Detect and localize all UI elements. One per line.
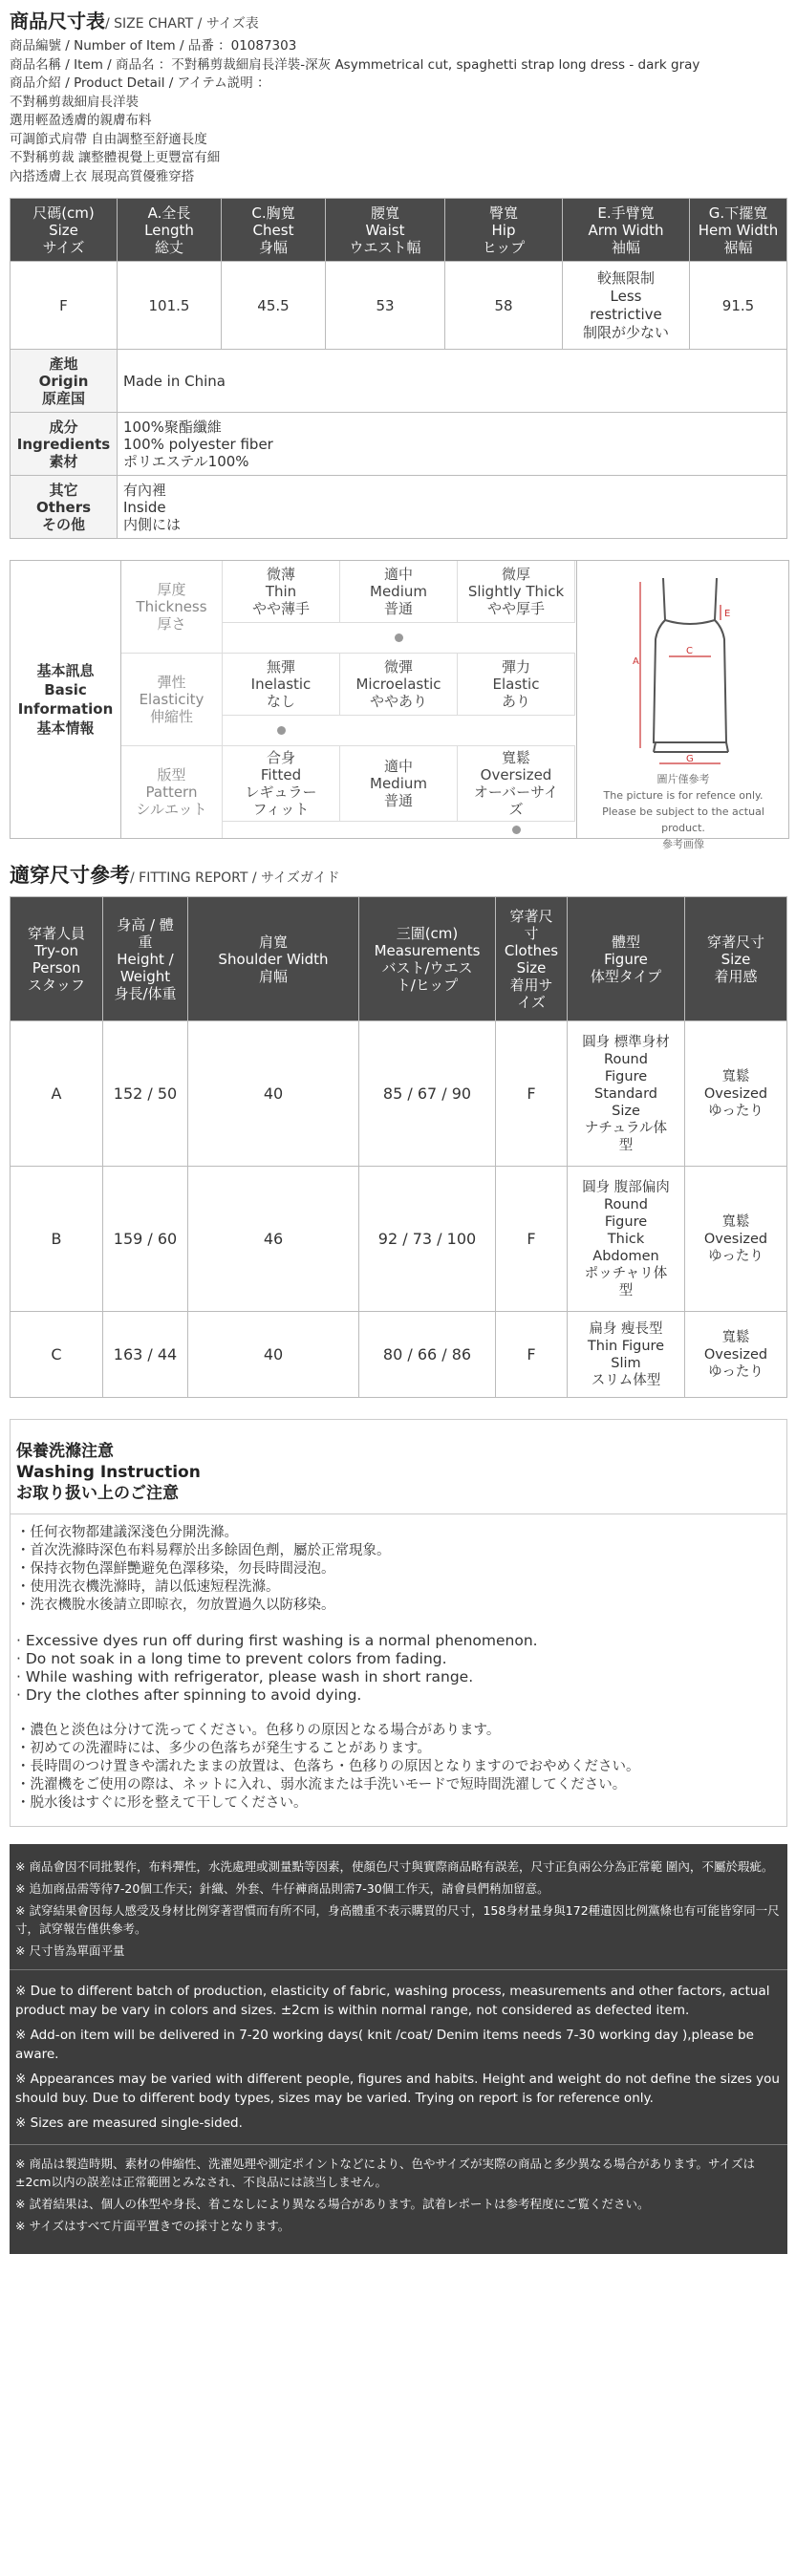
basic-info-label: 基本訊息 Basic Information 基本情報 [11, 561, 121, 838]
label-e: E [724, 609, 731, 619]
thickness-thick: 微厚 Slightly Thick やや厚手 [458, 561, 575, 623]
info-line: 商品編號 / Number of Item / 品番 ：01087303 [10, 38, 297, 54]
col-waist: 腰寬 Waist ウエスト幅 [326, 199, 445, 262]
thickness-medium: 適中 Medium 普通 [340, 561, 458, 623]
shoulder-c: 40 [188, 1312, 359, 1398]
notes-en: ※ Due to different batch of production, elasticity of fabric, washing process, measurements and other factors, actual product may be vary in colors and sizes. ±2cm is within normal range, not considered as defected item. ※ Add-on item will be delivered in 7-20 working days( knit /coat/ Denim items needs 7-30 working day ),please be aware. ※ Appearances may be varied with different people, figures and habits. Height and weight do not define the sizes you should buy. Due to different body types, sizes may be varied. Trying on report is for reference only. ※ Sizes are measured single-sided. [10, 1970, 787, 2145]
selected-dot [277, 726, 286, 735]
col-chest: C.胸寬 Chest 身幅 [222, 199, 326, 262]
origin-row [11, 350, 787, 413]
meas-a: 85 / 67 / 90 [359, 1021, 496, 1167]
col-measurements: 三圍(cm) Measurements バスト/ウエス ト/ヒップ [359, 897, 496, 1021]
pattern-fitted: 合身 Fitted レギュラー フィット [223, 746, 340, 822]
wash-line: ・洗衣機脫水後請立即晾衣，勿放置過久以防移染。 [16, 1598, 335, 1613]
hw-c: 163 / 44 [103, 1312, 188, 1398]
dot-slot [340, 622, 457, 653]
product-info [10, 37, 787, 186]
info-line: 商品介紹 / Product Detail / アイテム説明 ： [10, 75, 270, 91]
others-value: 有內裡 Inside 内側には [118, 476, 787, 539]
ingredients-row [11, 413, 787, 476]
wash-line: · Do not soak in a long time to prevent colors from fading. [16, 1650, 447, 1667]
ingredients-label: 成分 Ingredients 素材 [11, 413, 118, 476]
dot-slot [223, 821, 339, 838]
col-arm: E.手臂寬 Arm Width 袖幅 [563, 199, 690, 262]
notes-zh: ※ 商品會因不同批製作，布料彈性，水洗處理或測量點等因素，使顏色尺寸與實際商品略有誤差，尺寸正負兩公分為正常範 圍內，不屬於瑕疵。 ※ 追加商品需等待7-20個工作天；針織、外套、牛仔褲商品則需7-30個工作天，請會員們稍加留意。 ※ 試穿結果會因每人感受及身材比例穿著習慣而有所不同，身高體重不表示購買的尺寸，158身材量身與172種遺因比例黨條也有可能皆穿同一尺寸，試穿報告僅供參考。 ※ 尺寸皆為單面平量 [10, 1848, 787, 1970]
wash-line: · While washing with refrigerator, please wash in short range. [16, 1668, 474, 1685]
person-b: B [11, 1167, 103, 1312]
others-row [11, 476, 787, 539]
size-chart-title [10, 6, 787, 33]
feel-a: 寬鬆 Ovesized ゆったり [685, 1021, 787, 1167]
thickness-label: 厚度 Thickness 厚さ [121, 561, 223, 653]
person-a: A [11, 1021, 103, 1167]
meas-b: 92 / 73 / 100 [359, 1167, 496, 1312]
wash-line: ・洗濯機をご使用の際は、ネットに入れ、弱水流または手洗いモードで短時間洗濯してください。 [16, 1777, 627, 1792]
shoulder-b: 46 [188, 1167, 359, 1312]
person-c: C [11, 1312, 103, 1398]
pattern-label: 版型 Pattern シルエット [121, 746, 223, 838]
figure-a: 圓身 標準身材 Round Figure Standard Size ナチュラル体 型 [568, 1021, 685, 1167]
dot-slot [458, 821, 574, 838]
wash-line: ・初めての洗濯時には、多少の色落ちが発生することがあります。 [16, 1741, 431, 1756]
wash-line: · Dry the clothes after spinning to avoid dying. [16, 1686, 362, 1704]
length-value: 101.5 [118, 262, 222, 350]
elasticity-label: 彈性 Elasticity 伸縮性 [121, 654, 223, 745]
size-table [10, 198, 787, 539]
thickness-row [121, 561, 575, 654]
elasticity-micro: 微彈 Microelastic ややあり [340, 654, 458, 716]
dot-slot [458, 622, 574, 653]
figure-caption: 圖片僅參考 The picture is for refence only. Please be subject to the actual product. 參考画像 [602, 773, 764, 850]
wash-line: · Excessive dyes run off during first washing is a normal phenomenon. [16, 1632, 538, 1649]
thickness-thin: 微薄 Thin やや薄手 [223, 561, 340, 623]
figure-b: 圓身 腹部偏肉 Round Figure Thick Abdomen ポッチャリ体 型 [568, 1167, 685, 1312]
chest-value: 45.5 [222, 262, 326, 350]
dot-slot [223, 715, 339, 745]
info-line: 不對稱剪裁 讓整體視覺上更豐富有細 [10, 150, 221, 165]
wash-line: ・任何衣物都建議深淺色分開洗滌。 [16, 1525, 238, 1540]
size-a: F [496, 1021, 568, 1167]
col-feel: 穿著尺寸 Size 着用感 [685, 897, 787, 1021]
arm-value: 較無限制 Less restrictive 制限が少ない [563, 262, 690, 350]
col-hip: 臀寬 Hip ヒップ [445, 199, 563, 262]
hw-a: 152 / 50 [103, 1021, 188, 1167]
elasticity-row [121, 654, 575, 746]
feel-c: 寬鬆 Ovesized ゆったり [685, 1312, 787, 1398]
page [10, 0, 787, 2254]
dot-slot [340, 821, 457, 838]
elasticity-elastic: 彈力 Elastic あり [458, 654, 575, 716]
pattern-oversized: 寬鬆 Oversized オーバーサイ ズ [458, 746, 575, 822]
size-row-f [11, 262, 787, 350]
pattern-medium: 適中 Medium 普通 [340, 746, 458, 822]
hip-value: 58 [445, 262, 563, 350]
label-a: A [633, 656, 639, 667]
label-g: G [686, 754, 694, 764]
info-line: 選用輕盈透膚的親膚布料 [10, 113, 152, 128]
fitting-title: 適穿尺寸參考/ FITTING REPORT / サイズガイド [10, 864, 340, 887]
info-line: 可調節式肩帶 自由調整至舒適長度 [10, 131, 207, 147]
fitting-row-c [11, 1312, 787, 1398]
origin-label: 產地 Origin 原産国 [11, 350, 118, 413]
notes-panel [10, 1844, 787, 2254]
elasticity-inelastic: 無彈 Inelastic なし [223, 654, 340, 716]
size-value: F [11, 262, 118, 350]
washing-panel [10, 1419, 787, 1827]
ingredients-value: 100%聚酯纖維 100% polyester fiber ポリエステル100% [118, 413, 787, 476]
info-line: 商品名稱 / Item / 商品名 ：不對稱剪裁細肩長洋裝-深灰 Asymmetrical cut, spaghetti strap long dress - dark gray [10, 56, 700, 73]
col-hem: G.下擺寬 Hem Width 裾幅 [690, 199, 787, 262]
label-c: C [686, 646, 693, 656]
title-sub: / SIZE CHART / サイズ表 [105, 16, 259, 32]
shoulder-a: 40 [188, 1021, 359, 1167]
info-line: 不對稱剪裁細肩長洋裝 [10, 94, 139, 110]
fitting-table [10, 896, 787, 1398]
meas-c: 80 / 66 / 86 [359, 1312, 496, 1398]
washing-title: 保養洗滌注意 Washing Instruction お取り扱い上のご注意 [11, 1420, 786, 1514]
feel-b: 寬鬆 Ovesized ゆったり [685, 1167, 787, 1312]
selected-dot [395, 633, 403, 642]
waist-value: 53 [326, 262, 445, 350]
selected-dot [512, 826, 521, 834]
others-label: 其它 Others その他 [11, 476, 118, 539]
wash-line: ・保持衣物色澤鮮艷避免色澤移染，勿長時間浸泡。 [16, 1561, 335, 1577]
basic-info-panel [10, 560, 789, 850]
wash-line: ・首次洗滌時深色布料易釋於出多餘固色劑，屬於正常現象。 [16, 1543, 391, 1558]
col-person: 穿著人員 Try-on Person スタッフ [11, 897, 103, 1021]
hem-value: 91.5 [690, 262, 787, 350]
fitting-row-b [11, 1167, 787, 1312]
hw-b: 159 / 60 [103, 1167, 188, 1312]
col-height-weight: 身高 / 體 重 Height / Weight 身長/体重 [103, 897, 188, 1021]
attribute-grid [121, 561, 575, 838]
figure-c: 扁身 瘦長型 Thin Figure Slim スリム体型 [568, 1312, 685, 1398]
col-size: 尺碼(cm) Size サイズ [11, 199, 118, 262]
origin-value: Made in China [118, 350, 787, 413]
wash-line: ・長時間のつけ置きや濡れたままの放置は、色落ち・色移りの原因となりますのでおやめください。 [16, 1759, 640, 1774]
garment-figure [576, 561, 789, 850]
title-text: 商品尺寸表 [10, 10, 105, 32]
dot-slot [458, 715, 574, 745]
notes-ja: ※ 商品は製造時期、素材の伸縮性、洗濯処理や測定ポイントなどにより、色やサイズが実際の商品と多少異なる場合があります。サイズは±2cm以内の誤差は正常範囲とみなされ、不良品には該当しません。 ※ 試着結果は、個人の体型や身長、着こなしにより異なる場合があります。試着レポートは参考程度にご覧ください。 ※ サイズはすべて片面平置きでの採寸となります。 [15, 2157, 755, 2233]
washing-body [11, 1514, 786, 1826]
col-length: A.全長 Length 総丈 [118, 199, 222, 262]
wash-line: ・脱水後はすぐに形を整えて干してください。 [16, 1795, 308, 1811]
size-c: F [496, 1312, 568, 1398]
dress-diagram [577, 561, 789, 766]
info-line: 內搭透膚上衣 展現高質優雅穿搭 [10, 168, 195, 184]
dot-slot [340, 715, 457, 745]
fitting-row-a [11, 1021, 787, 1167]
size-b: F [496, 1167, 568, 1312]
wash-line: ・使用洗衣機洗滌時，請以低速短程洗滌。 [16, 1579, 280, 1595]
pattern-row [121, 746, 575, 838]
wash-line: ・濃色と淡色は分けて洗ってください。色移りの原因となる場合があります。 [16, 1723, 501, 1738]
col-figure: 體型 Figure 体型タイプ [568, 897, 685, 1021]
col-shoulder: 肩寬 Shoulder Width 肩幅 [188, 897, 359, 1021]
dot-slot [223, 622, 339, 653]
col-clothes-size: 穿著尺 寸 Clothes Size 着用サ イズ [496, 897, 568, 1021]
